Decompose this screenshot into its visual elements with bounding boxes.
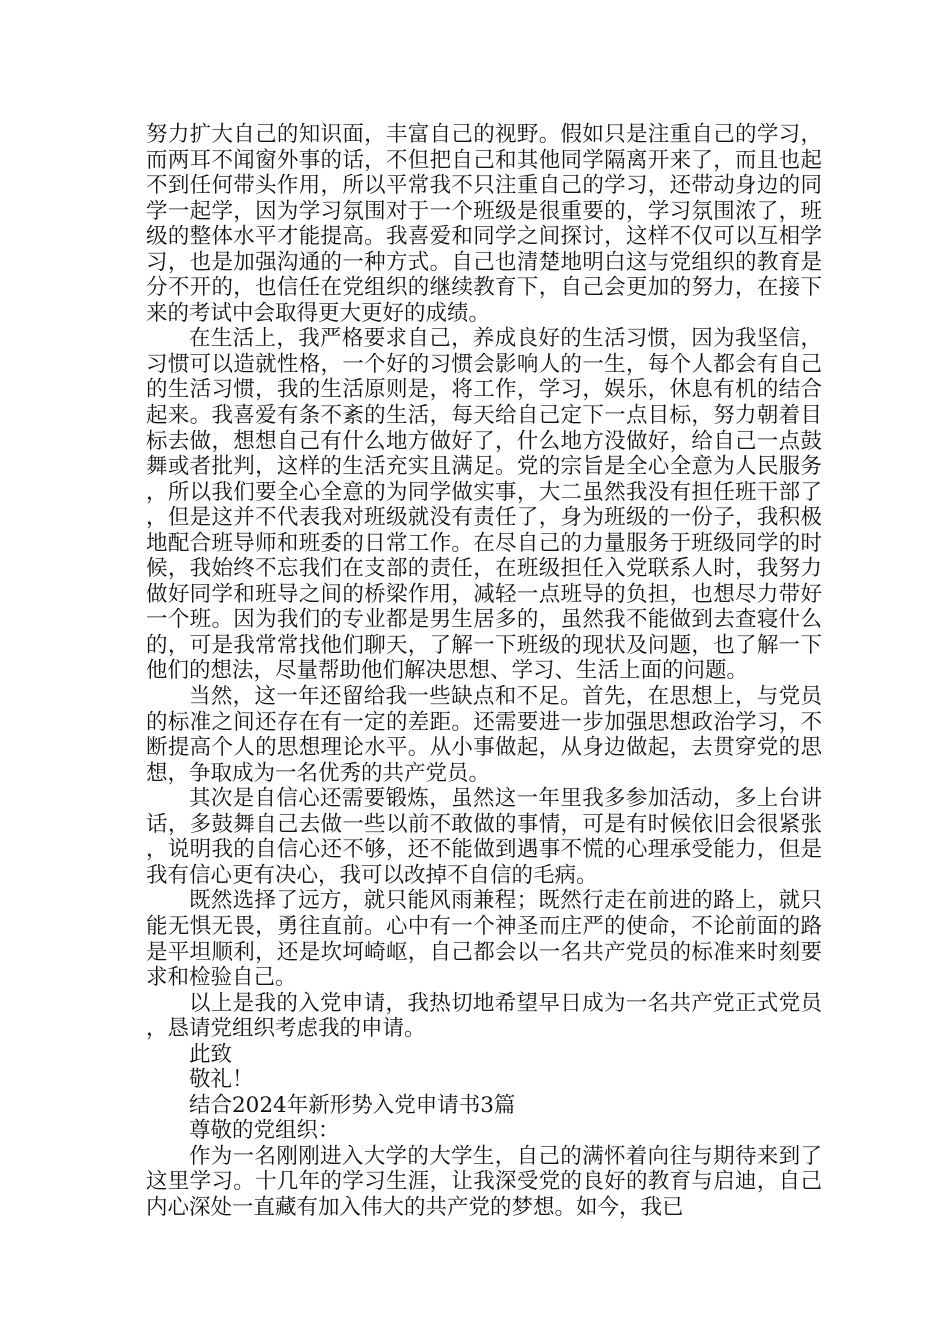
paragraph-life: 在生活上，我严格要求自己，养成良好的生活习惯，因为我坚信，习惯可以造就性格，一个好的习惯会影响人的一生，每个人都会有自己的生活习惯，我的生活原则是，将工作，学习，娱乐，休息有机的结合起来。我喜爱有条不紊的生活，每天给自己定下一点目标，努力朝着目标去做，想想自己有什么地方做好了，什么地方没做好，给自己一点鼓舞或者批判，这样的生活充实且满足。党的宗旨是全心全意为人民服务，所以我们要全心全意的为同学做实事，大二虽然我没有担任班干部了，但是这并不代表我对班级就没有责任了，身为班级的一份子，我积极地配合班导师和班委的日常工作。在尽自己的力量服务于班级同学的时候，我始终不忘我们在支部的责任，在班级担任入党联系人时，我努力做好同学和班导之间的桥梁作用，减轻一点班导的负担，也想尽力带好一个班。因为我们的专业都是男生居多的，虽然我不能做到去查寝什么的，可是我常常找他们聊天，了解一下班级的现状及问题，也了解一下他们的想法，尽量帮助他们解决思想、学习、生活上面的问题。: [146, 326, 822, 684]
paragraph-intro: 作为一名刚刚进入大学的大学生，自己的满怀着向往与期待来到了这里学习。十几年的学习生涯，让我深受党的良好的教育与启迪，自己内心深处一直藏有加入伟大的共产党的梦想。如今，我已: [146, 1143, 822, 1220]
closing-salutation: 此致: [189, 1041, 233, 1067]
paragraph-resolve: 既然选择了远方，就只能风雨兼程；既然行走在前进的路上，就只能无惧无畏，勇往直前。心中有一个神圣而庄严的使命，不论前面的路是平坦顺利，还是坎坷崎岖，自己都会以一名共产党员的标准来时刻要求和检验自己。: [146, 888, 822, 991]
paragraph-shortcomings: 当然，这一年还留给我一些缺点和不足。首先，在思想上，与党员的标准之间还存在有一定的差距。还需要进一步加强思想政治学习，不断提高个人的思想理论水平。从小事做起，从身边做起，去贯穿党的思想，争取成为一名优秀的共产党员。: [146, 684, 822, 786]
paragraph-study: 努力扩大自己的知识面，丰富自己的视野。假如只是注重自己的学习，而两耳不闻窗外事的话，不但把自己和其他同学隔离开来了，而且也起不到任何带头作用，所以平常我不只注重自己的学习，还带动身边的同学一起学，因为学习氛围对于一个班级是很重要的，学习氛围浓了，班级的整体水平才能提高。我喜爱和同学之间探讨，这样不仅可以互相学习，也是加强沟通的一种方式。自己也清楚地明白这与党组织的教育是分不开的，也信任在党组织的继续教育下，自己会更加的努力，在接下来的考试中会取得更大更好的成绩。: [146, 122, 822, 326]
paragraph-application-close: 以上是我的入党申请，我热切地希望早日成为一名共产党正式党员，恳请党组织考虑我的申请。: [146, 990, 822, 1042]
paragraph-confidence: 其次是自信心还需要锻炼，虽然这一年里我多参加活动，多上台讲话，多鼓舞自己去做一些以前不敢做的事情，可是有时候依旧会很紧张，说明我的自信心还不够，还不能做到遇事不慌的心理承受能力，但是我有信心更有决心，我可以改掉不自信的毛病。: [146, 786, 822, 888]
section-heading: 结合2024年新形势入党申请书3篇: [189, 1092, 516, 1118]
greeting: 尊敬的党组织：: [189, 1118, 340, 1144]
document-page: [146, 122, 822, 1221]
closing-respect: 敬礼！: [189, 1067, 254, 1093]
